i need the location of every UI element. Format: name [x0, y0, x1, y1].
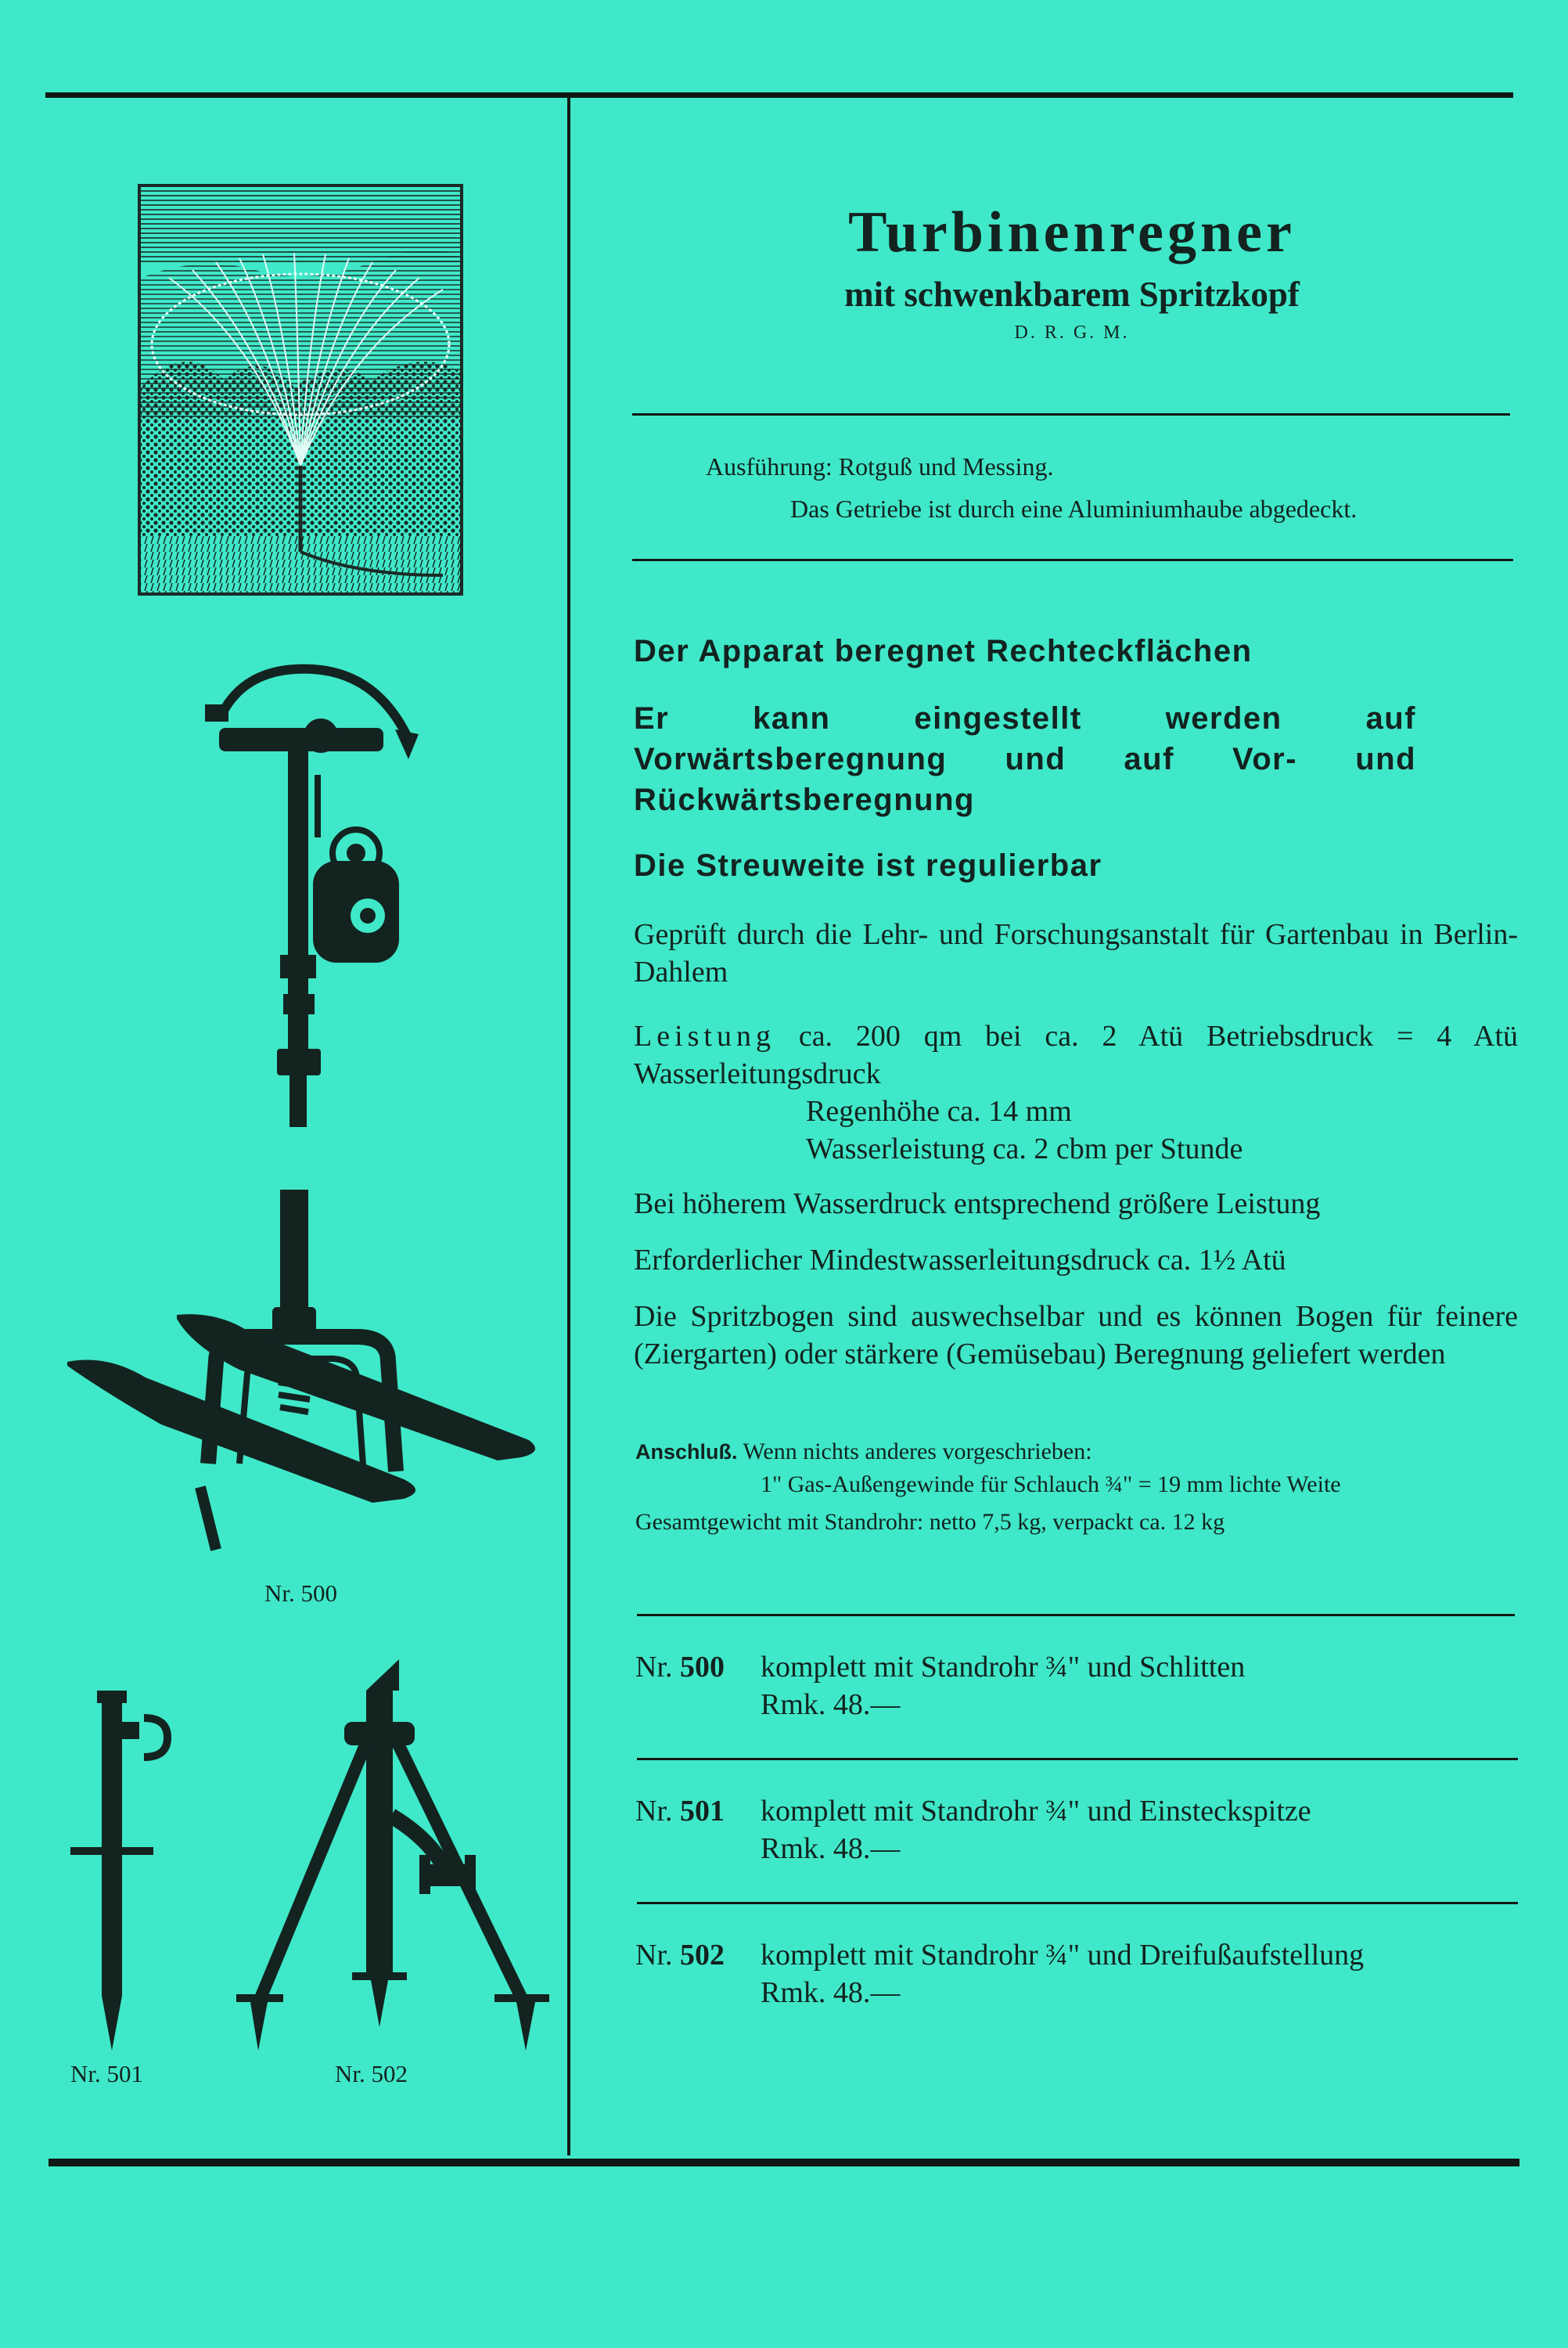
product-price: Rmk. 48.—	[761, 1976, 901, 2009]
higher-pressure-note: Bei höherem Wasserdruck entsprechend größere Leistung	[634, 1187, 1321, 1220]
sprinkler-garden-engraving	[138, 184, 463, 596]
feature-direction: Er kann eingestellt werden auf Vorwärtsberegnung und auf Vor- und Rückwärtsberegnung	[634, 701, 1416, 817]
divider-rule-2	[632, 559, 1513, 561]
caption-nr-501: Nr. 501	[70, 2060, 143, 2087]
product-500	[635, 1648, 1245, 1723]
weight-note: Gesamtgewicht mit Standrohr: netto 7,5 kg, verpackt ca. 12 kg	[635, 1509, 1225, 1535]
sled-stand-drawing	[59, 1182, 537, 1573]
top-rule	[45, 92, 1513, 98]
material-line-2: Das Getriebe ist durch eine Aluminiumhaube abgedeckt.	[790, 495, 1358, 523]
tested-note: Geprüft durch die Lehr- und Forschungsanstalt für Gartenbau in Berlin-Dahlem	[634, 918, 1518, 989]
connection-label: Anschluß.	[635, 1440, 738, 1464]
performance-rain-height: Regenhöhe ca. 14 mm	[806, 1095, 1072, 1128]
sprinkler-head-drawing	[196, 657, 423, 1127]
product-number: Nr. 500	[635, 1651, 725, 1684]
feature-rectangles: Der Apparat beregnet Rechteckflächen	[634, 634, 1253, 668]
product-description: komplett mit Standrohr ¾" und Schlitten	[761, 1651, 1246, 1684]
spray-arcs-note: Die Spritzbogen sind auswechselbar und es können Bogen für feinere (Ziergarten) oder stärkere (Gemüsebau) Beregnung geliefert werden	[634, 1300, 1518, 1370]
connection-thread: 1" Gas-Außengewinde für Schlauch ¾" = 19 mm lichte Weite	[761, 1471, 1341, 1497]
bottom-rule	[49, 2159, 1519, 2166]
divider-rule-4	[637, 1758, 1518, 1760]
feature-range: Die Streuweite ist regulierbar	[634, 848, 1102, 883]
product-501	[635, 1792, 1311, 1867]
product-price: Rmk. 48.—	[761, 1832, 901, 1865]
performance-area: ca. 200 qm bei ca. 2 Atü Betriebsdruck = 4 Atü Wasserleitungsdruck	[634, 1020, 1519, 1090]
performance-label: Leistung	[634, 1020, 775, 1053]
patent-mark: D. R. G. M.	[1014, 322, 1130, 343]
connection-default: Wenn nichts anderes vorgeschrieben:	[743, 1439, 1092, 1464]
product-description: komplett mit Standrohr ¾" und Einsteckspitze	[761, 1795, 1311, 1828]
performance-water-output: Wasserleistung ca. 2 cbm per Stunde	[806, 1133, 1243, 1165]
divider-rule-5	[637, 1902, 1518, 1904]
product-number: Nr. 502	[635, 1939, 725, 1972]
divider-rule-3	[637, 1614, 1515, 1616]
product-description: komplett mit Standrohr ¾" und Dreifußaufstellung	[761, 1939, 1365, 1972]
divider-rule-1	[632, 413, 1510, 416]
product-502	[635, 1936, 1364, 2011]
material-line-1: Ausführung: Rotguß und Messing.	[706, 452, 1054, 481]
spike-stand-drawing	[66, 1683, 183, 2058]
product-price: Rmk. 48.—	[761, 1688, 901, 1721]
caption-nr-500: Nr. 500	[264, 1579, 337, 1607]
product-number: Nr. 501	[635, 1795, 725, 1828]
page-subtitle: mit schwenkbarem Spritzkopf	[844, 275, 1300, 314]
page-title: Turbinenregner	[848, 200, 1296, 265]
caption-nr-502: Nr. 502	[335, 2060, 408, 2087]
minimum-pressure-note: Erforderlicher Mindestwasserleitungsdruck ca. 1½ Atü	[634, 1244, 1286, 1277]
performance-block	[634, 1017, 1518, 1168]
column-divider	[567, 95, 570, 2155]
connection-block	[635, 1435, 1519, 1539]
tripod-stand-drawing	[235, 1659, 563, 2058]
